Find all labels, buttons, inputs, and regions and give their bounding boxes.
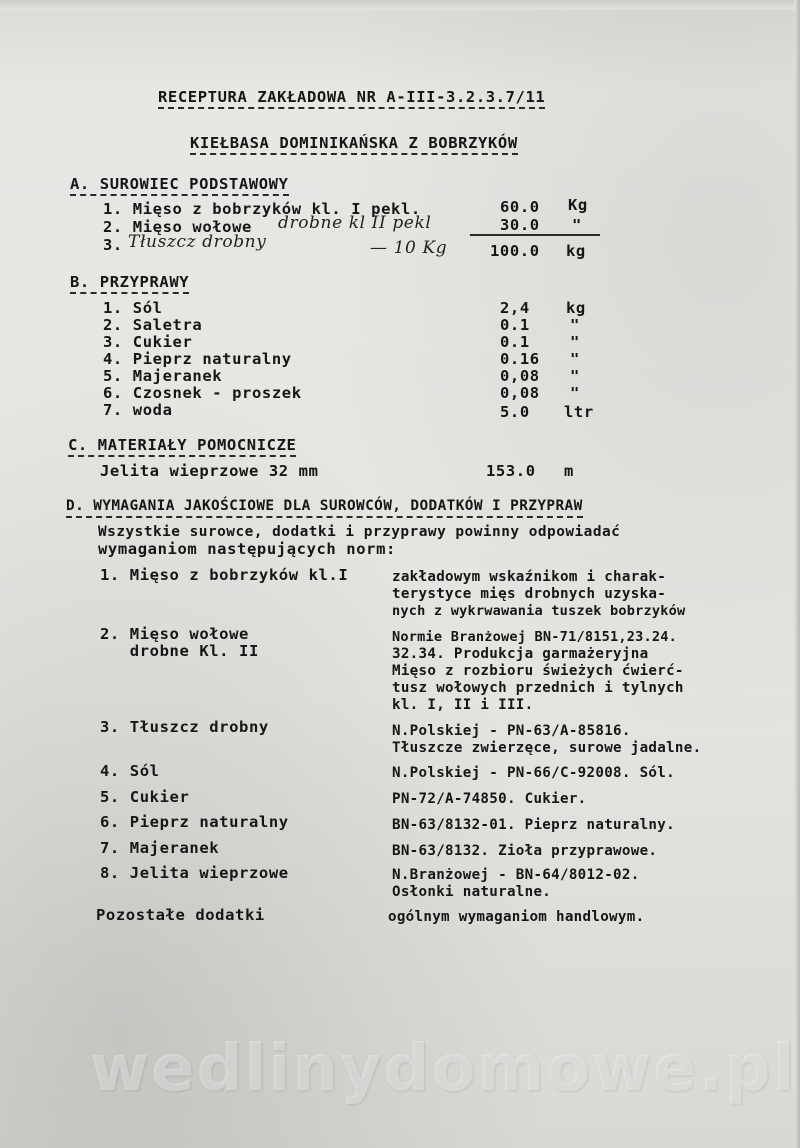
b-item-2-value: 0.1 xyxy=(500,316,530,334)
section-b-header: B. PRZYPRAWY xyxy=(70,273,189,294)
b-item-6-value: 0,08 xyxy=(500,384,540,402)
document-subtitle: KIEŁBASA DOMINIKAŃSKA Z BOBRZYKÓW xyxy=(190,134,518,155)
c-item-1-unit: m xyxy=(564,462,574,480)
d-item-2-desc-line-5: kl. I, II i III. xyxy=(392,697,534,713)
watermark: wedlinydomowe.pl xyxy=(90,1032,797,1106)
d-item-1-desc-line-3: nych z wykrwawania tuszek bobrzyków xyxy=(392,603,686,619)
b-item-1-value: 2,4 xyxy=(500,299,530,317)
a-item-1-label: 1. Mięso z bobrzyków kl. I pekl. xyxy=(103,200,421,218)
d-item-8-desc-line-2: Osłonki naturalne. xyxy=(392,884,552,900)
d-item-2-label-line-1: 2. Mięso wołowe xyxy=(100,625,249,643)
d-item-3-desc-line-2: Tłuszcze zwierzęce, surowe jadalne. xyxy=(392,740,702,756)
paper-right-edge xyxy=(794,0,800,1148)
b-item-4-label: 4. Pieprz naturalny xyxy=(103,350,292,368)
b-item-6-unit: " xyxy=(570,384,580,402)
b-item-7-label: 7. woda xyxy=(103,401,173,419)
d-item-7-desc: BN-63/8132. Zioła przyprawowe. xyxy=(392,843,658,859)
d-item-3-label: 3. Tłuszcz drobny xyxy=(100,718,269,736)
section-c-header: C. MATERIAŁY POMOCNICZE xyxy=(68,436,296,457)
b-item-3-value: 0.1 xyxy=(500,333,530,351)
d-item-5-desc: PN-72/A-74850. Cukier. xyxy=(392,791,587,807)
a-total-value: 100.0 xyxy=(490,242,540,260)
a-item-2-value: 30.0 xyxy=(500,216,540,234)
d-item-5-label: 5. Cukier xyxy=(100,788,190,806)
d-item-2-desc-line-3: Mięso z rozbioru świeżych ćwierć- xyxy=(392,663,684,679)
a-item-2-label: 2. Mięso wołowe xyxy=(103,218,252,236)
d-item-1-desc-line-2: terystyce mięs drobnych uzyska- xyxy=(392,586,667,602)
b-item-3-unit: " xyxy=(570,333,580,351)
a-item-3-label: 3. xyxy=(103,236,123,254)
paper-top-edge xyxy=(0,0,800,10)
b-item-5-label: 5. Majeranek xyxy=(103,367,223,385)
d-item-1-desc-line-1: zakładowym wskaźnikom i charak- xyxy=(392,569,667,585)
b-item-2-label: 2. Saletra xyxy=(103,316,203,334)
d-item-2-desc-line-4: tusz wołowych przednich i tylnych xyxy=(392,680,684,696)
d-item-4-label: 4. Sól xyxy=(100,762,160,780)
b-item-1-label: 1. Sól xyxy=(103,299,163,317)
d-item-6-label: 6. Pieprz naturalny xyxy=(100,813,289,831)
a-item-3-handwritten-amount: — 10 Kg xyxy=(370,238,448,258)
b-item-5-value: 0,08 xyxy=(500,367,540,385)
d-item-2-label-line-2: drobne Kl. II xyxy=(100,642,259,660)
b-item-1-unit: kg xyxy=(566,299,586,317)
d-intro-line-2: wymaganiom następujących norm: xyxy=(98,540,396,558)
d-item-other-label: Pozostałe dodatki xyxy=(96,906,265,924)
b-item-2-unit: " xyxy=(570,316,580,334)
section-a-header: A. SUROWIEC PODSTAWOWY xyxy=(70,175,289,196)
d-item-8-desc-line-1: N.Branżowej - BN-64/8012-02. xyxy=(392,867,640,883)
document-title: RECEPTURA ZAKŁADOWA NR A-III-3.2.3.7/11 xyxy=(158,88,545,109)
d-item-other-desc: ogólnym wymaganiom handlowym. xyxy=(388,909,645,925)
d-item-6-desc: BN-63/8132-01. Pieprz naturalny. xyxy=(392,817,675,833)
b-item-6-label: 6. Czosnek - proszek xyxy=(103,384,302,402)
d-item-1-label: 1. Mięso z bobrzyków kl.I xyxy=(100,566,349,584)
a-item-2-unit: " xyxy=(572,216,582,234)
b-item-7-value: 5.0 xyxy=(500,403,530,421)
d-item-4-desc: N.Polskiej - PN-66/C-92008. Sól. xyxy=(392,765,675,781)
d-item-2-desc-line-1: Normie Branżowej BN-71/8151,23.24. xyxy=(392,629,678,645)
d-item-8-label: 8. Jelita wieprzowe xyxy=(100,864,289,882)
b-item-7-unit: ltr xyxy=(564,403,594,421)
d-intro-line-1: Wszystkie surowce, dodatki i przyprawy powinny odpowiadać xyxy=(98,524,621,540)
a-total-unit: kg xyxy=(566,242,586,260)
a-item-1-value: 60.0 xyxy=(500,198,540,216)
d-item-2-desc-line-2: 32.34. Produkcja garmażeryjna xyxy=(392,646,649,662)
a-item-1-unit: Kg xyxy=(568,196,588,214)
a-sum-rule xyxy=(470,234,600,236)
c-item-1-value: 153.0 xyxy=(486,462,536,480)
a-item-2-handwritten-note: drobne kl II pekl xyxy=(278,213,432,233)
c-item-1-label: Jelita wieprzowe 32 mm xyxy=(100,462,319,480)
b-item-3-label: 3. Cukier xyxy=(103,333,193,351)
b-item-4-value: 0.16 xyxy=(500,350,540,368)
b-item-4-unit: " xyxy=(570,350,580,368)
section-d-header: D. WYMAGANIA JAKOŚCIOWE DLA SUROWCÓW, DODATKÓW I PRZYPRAW xyxy=(66,497,583,518)
d-item-3-desc-line-1: N.Polskiej - PN-63/A-85816. xyxy=(392,723,631,739)
d-item-7-label: 7. Majeranek xyxy=(100,839,220,857)
a-item-3-handwritten-note: Tłuszcz drobny xyxy=(128,232,267,252)
b-item-5-unit: " xyxy=(570,367,580,385)
